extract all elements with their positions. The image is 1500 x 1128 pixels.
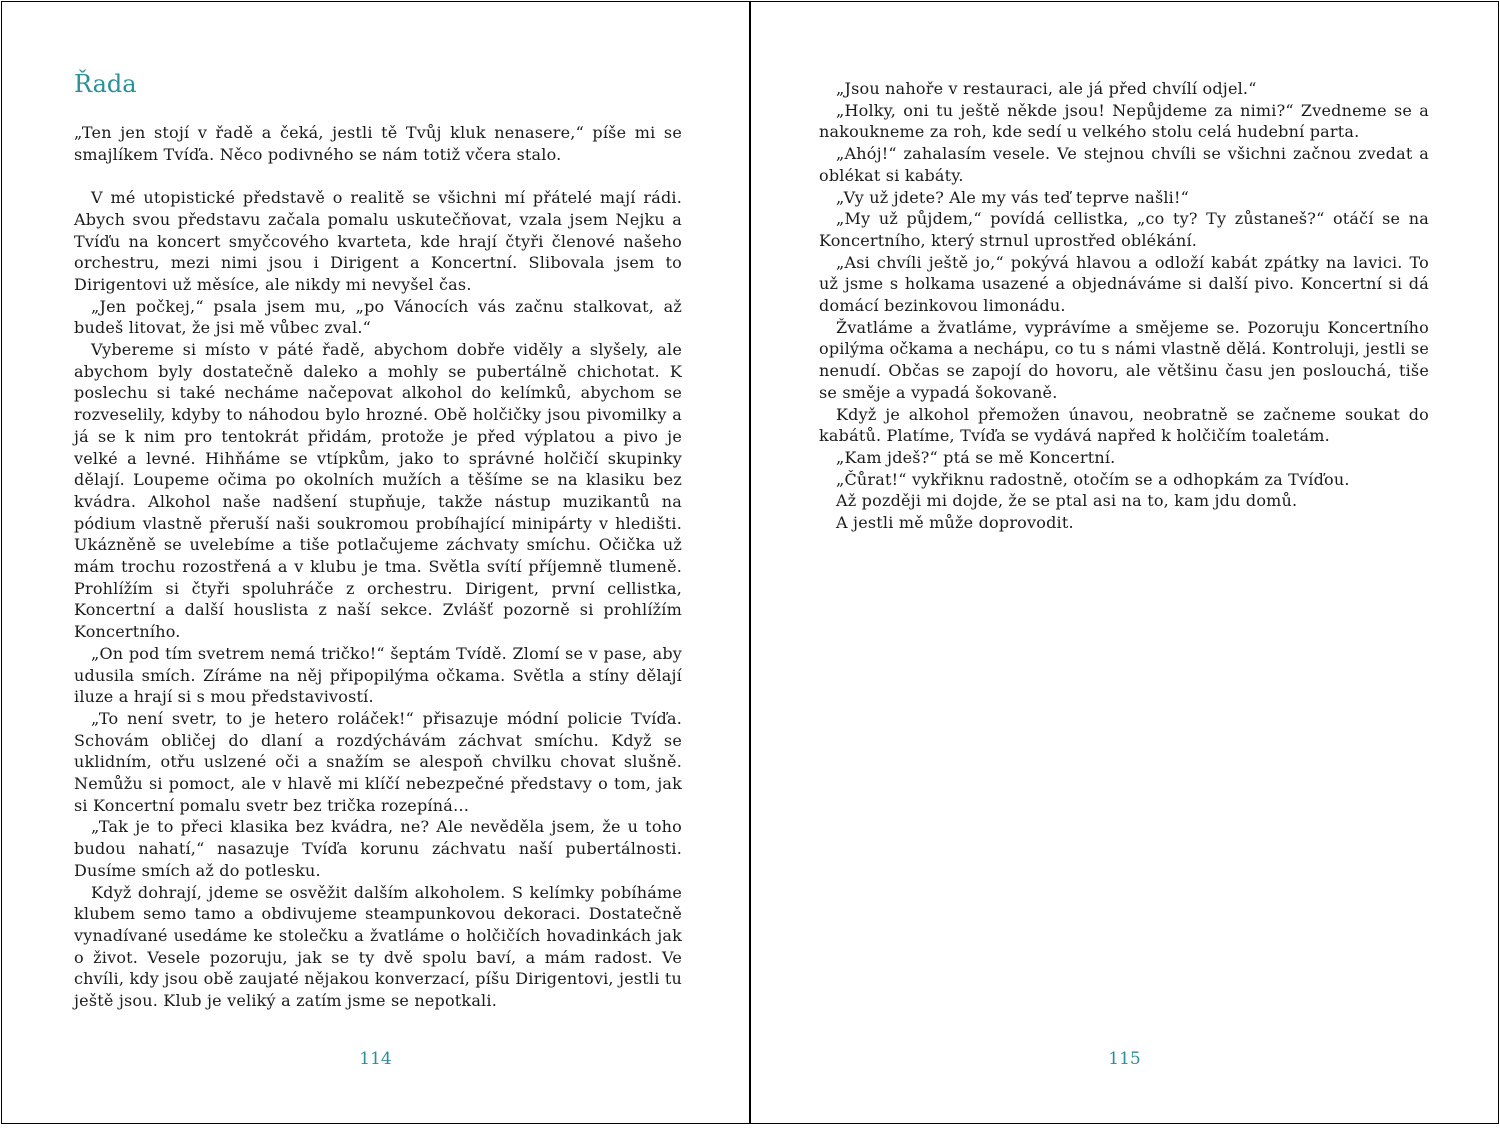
chapter-title: Řada [74,70,137,98]
book-spread [1,1,1499,1124]
paragraph: „Jsou nahoře v restauraci, ale já před chvílí odjel.“ [836,79,1257,98]
paragraph: „Holky, oni tu ještě někde jsou! Nepůjdeme za nimi?“ Zvedneme se a nakoukneme za roh, kde sedí u velkého stolu celá hudební parta. [819,100,1429,142]
paragraph: Žvatláme a žvatláme, vyprávíme a smějeme se. Pozoruju Koncertního opilýma očkama a nechápu, co tu s námi vlastně dělá. Kontroluji, jestli se nenudí. Občas se zapojí do hovoru, ale většinu času jen poslouchá, tiše se směje a vypadá šokovaně. [819,317,1429,402]
paragraph: „Vy už jdete? Ale my vás teď teprve našli!“ [836,187,1190,207]
paragraph: Když je alkohol přemožen únavou, neobratně se začneme soukat do kabátů. Platíme, Tvíďa se vydává napřed k holčičím toaletám. [819,404,1429,446]
right-page-text [819,78,1429,534]
paragraph: „Čůrat!“ vykřiknu radostně, otočím se a odhopkám za Tvíďou. [836,469,1350,489]
paragraph: Vybereme si místo v páté řadě, abychom dobře viděly a slyšely, ale abychom byly dostatečně daleko a mohly se pubertálně chichotat. K poslechu si také necháme načepovat alkohol do kelímků, abychom se rozveselily, kdyby to náhodou bylo hrozné. Obě holčičky jsou pivomilky a já se k nim pro tentokrát přidám, protože je před výplatou a pivo je velké a levné. Hihňáme se vtípkům, jako to správné holčičí skupinky dělají. Loupeme očima po okolních mužích a těšíme se na klasiku bez kvádra. Alkohol naše nadšení stupňuje, takže nástup muzikantů na pódium vlastně přeruší naši soukromou probíhající minipárty v hledišti. Ukázněně se uvelebíme a tiše potlačujeme záchvaty smíchu. Očička už mám trochu rozostřená a v klubu je tma. Světla svítí příjemně tlumeně. Prohlížím si čtyři spoluhráče z orchestru. Dirigent, první cellistka, Koncertní a další houslista z naší sekce. Zvlášť pozorně si prohlížím Koncertního. [74,340,682,642]
right-page [751,2,1498,1123]
paragraph: Až později mi dojde, že se ptal asi na to, kam jdu domů. [836,491,1298,511]
left-page [2,2,751,1123]
paragraph: „To není svetr, to je hetero roláček!“ přisazuje módní policie Tvíďa. Schovám obličej do dlaní a rozdýchávám záchvat smíchu. Když se uklidním, otřu uslzené oči a snažím se alespoň chvilku chovat slušně. Nemůžu si pomoct, ale v hlavě mi klíčí nebezpečné představy o tom, jak si Koncertní pomalu svetr bez trička rozepíná… [74,708,682,815]
paragraph: „On pod tím svetrem nemá tričko!“ šeptám Tvídě. Zlomí se v pase, aby udusila smích. Zíráme na něj připopilýma očkama. Světla a stíny dělají iluze a hrají si s mou představivostí. [74,643,682,707]
paragraph: „Tak je to přeci klasika bez kvádra, ne? Ale nevěděla jsem, že u toho budou nahatí,“ nasazuje Tvíďa korunu záchvatu naší pubertálnosti. Dusíme smích až do potlesku. [74,817,682,880]
paragraph: Když dohrají, jdeme se osvěžit dalším alkoholem. S kelímky pobíháme klubem semo tamo a obdivujeme steampunkovou dekoraci. Dostatečně vynadívané usedáme ke stolečku a žvatláme o holčičích hovadinkách jak o život. Vesele pozoruju, jak se ty dvě spolu baví, a mám radost. Ve chvíli, kdy jsou obě zaujaté nějakou konverzací, píšu Dirigentovi, jestli tu ještě jsou. Klub je veliký a zatím jsme se nepotkali. [74,882,682,1011]
paragraph: „Kam jdeš?“ ptá se mě Koncertní. [836,447,1116,467]
paragraph: „My už půjdem,“ povídá cellistka, „co ty? Ty zůstaneš?“ otáčí se na Koncertního, který strnul uprostřed oblékání. [819,209,1429,250]
page-number-left: 114 [359,1049,392,1069]
paragraph: „Ten jen stojí v řadě a čeká, jestli tě Tvůj kluk nenasere,“ píše mi se smajlíkem Tvíďa. Něco podivného se nám totiž včera stalo. [74,123,682,164]
paragraph: „Ahój!“ zahalasím vesele. Ve stejnou chvíli se všichni začnou zvedat a oblékat si kabáty. [819,144,1429,185]
paragraph: „Jen počkej,“ psala jsem mu, „po Vánocích vás začnu stalkovat, až budeš litovat, že jsi mě vůbec zval.“ [74,296,682,338]
paragraph: A jestli mě může doprovodit. [836,513,1074,533]
paragraph: „Asi chvíli ještě jo,“ pokývá hlavou a odloží kabát zpátky na lavici. To už jsme s holkama usazené a objednáváme si další pivo. Koncertní si dá domácí bezinkovou limonádu. [819,252,1429,316]
paragraph: V mé utopistické představě o realitě se všichni mí přátelé mají rádi. Abych svou představu začala pomalu uskutečňovat, vzala jsem Nejku a Tvíďu na koncert smyčcového kvarteta, kde hrají čtyři členové našeho orchestru, mezi nimi jsou i Dirigent a Koncertní. Slibovala jsem to Dirigentovi už měsíce, ale nikdy mi nevyšel čas. [74,188,682,294]
page-number-right: 115 [1108,1049,1141,1069]
left-page-text [74,122,682,1012]
